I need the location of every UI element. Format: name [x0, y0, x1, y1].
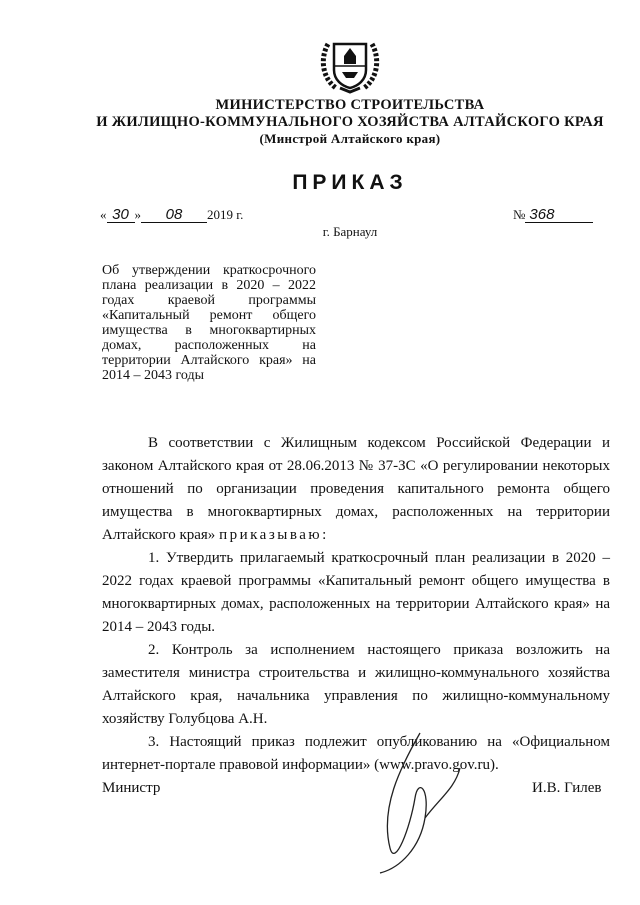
ministry-short-name: (Минстрой Алтайского края)	[259, 131, 441, 146]
item-1: 1. Утвердить прилагаемый краткосрочный план реализации в 2020 – 2022 годах краевой программы «Капитальный ремонт общего имущества в многоквартирных домах, расположенных на территории Алтайского края» на 2014 – 2043 годы.	[102, 550, 610, 635]
item-3: 3. Настоящий приказ подлежит опубликованию на «Официальном интернет-портале правовой информации» (www.pravo.gov.ru).	[102, 734, 610, 773]
quote-close: »	[134, 207, 141, 222]
order-date	[100, 207, 243, 223]
order-body	[102, 432, 610, 777]
signatory-position: Министр	[102, 780, 161, 796]
ministry-name-line1: МИНИСТЕРСТВО СТРОИТЕЛЬСТВА	[215, 97, 485, 113]
order-number	[513, 207, 593, 223]
date-year: 2019 г.	[207, 207, 244, 222]
item-2: 2. Контроль за исполнением настоящего приказа возложить на заместителя министра строительства и жилищно-коммунального хозяйства Алтайского края, начальника управления по жилищно-коммунальному хозяйству Голубцова А.Н.	[102, 642, 610, 727]
coat-of-arms-emblem	[318, 36, 382, 94]
order-subject: Об утверждении краткосрочного плана реализации в 2020 – 2022 годах краевой программы «Капитальный ремонт общего имущества в многоквартирных домах, расположенных на территории Алтайского края» на 2014 – 2043 годы	[102, 263, 316, 383]
date-month: 08	[141, 208, 207, 223]
preamble	[102, 432, 610, 547]
city: г. Барнаул	[322, 224, 378, 239]
document-title: ПРИКАЗ	[292, 171, 408, 194]
number-label: №	[513, 207, 526, 222]
order-word: приказываю:	[219, 527, 329, 543]
date-day: 30	[107, 208, 135, 223]
handwritten-signature	[360, 728, 480, 878]
quote-open: «	[100, 207, 107, 222]
signatory-name: И.В. Гилев	[532, 780, 602, 796]
preamble-text: В соответствии с Жилищным кодексом Российской Федерации и законом Алтайского края от 28.06.2013 № 37-ЗС «О регулировании некоторых отношений по организации проведения капитального ремонта общего имущества в многоквартирных домах, расположенных на территории Алтайского края»	[102, 435, 610, 543]
number-value: 368	[525, 208, 593, 223]
ministry-name-line2: И ЖИЛИЩНО-КОММУНАЛЬНОГО ХОЗЯЙСТВА АЛТАЙСКОГО КРАЯ	[96, 114, 604, 130]
